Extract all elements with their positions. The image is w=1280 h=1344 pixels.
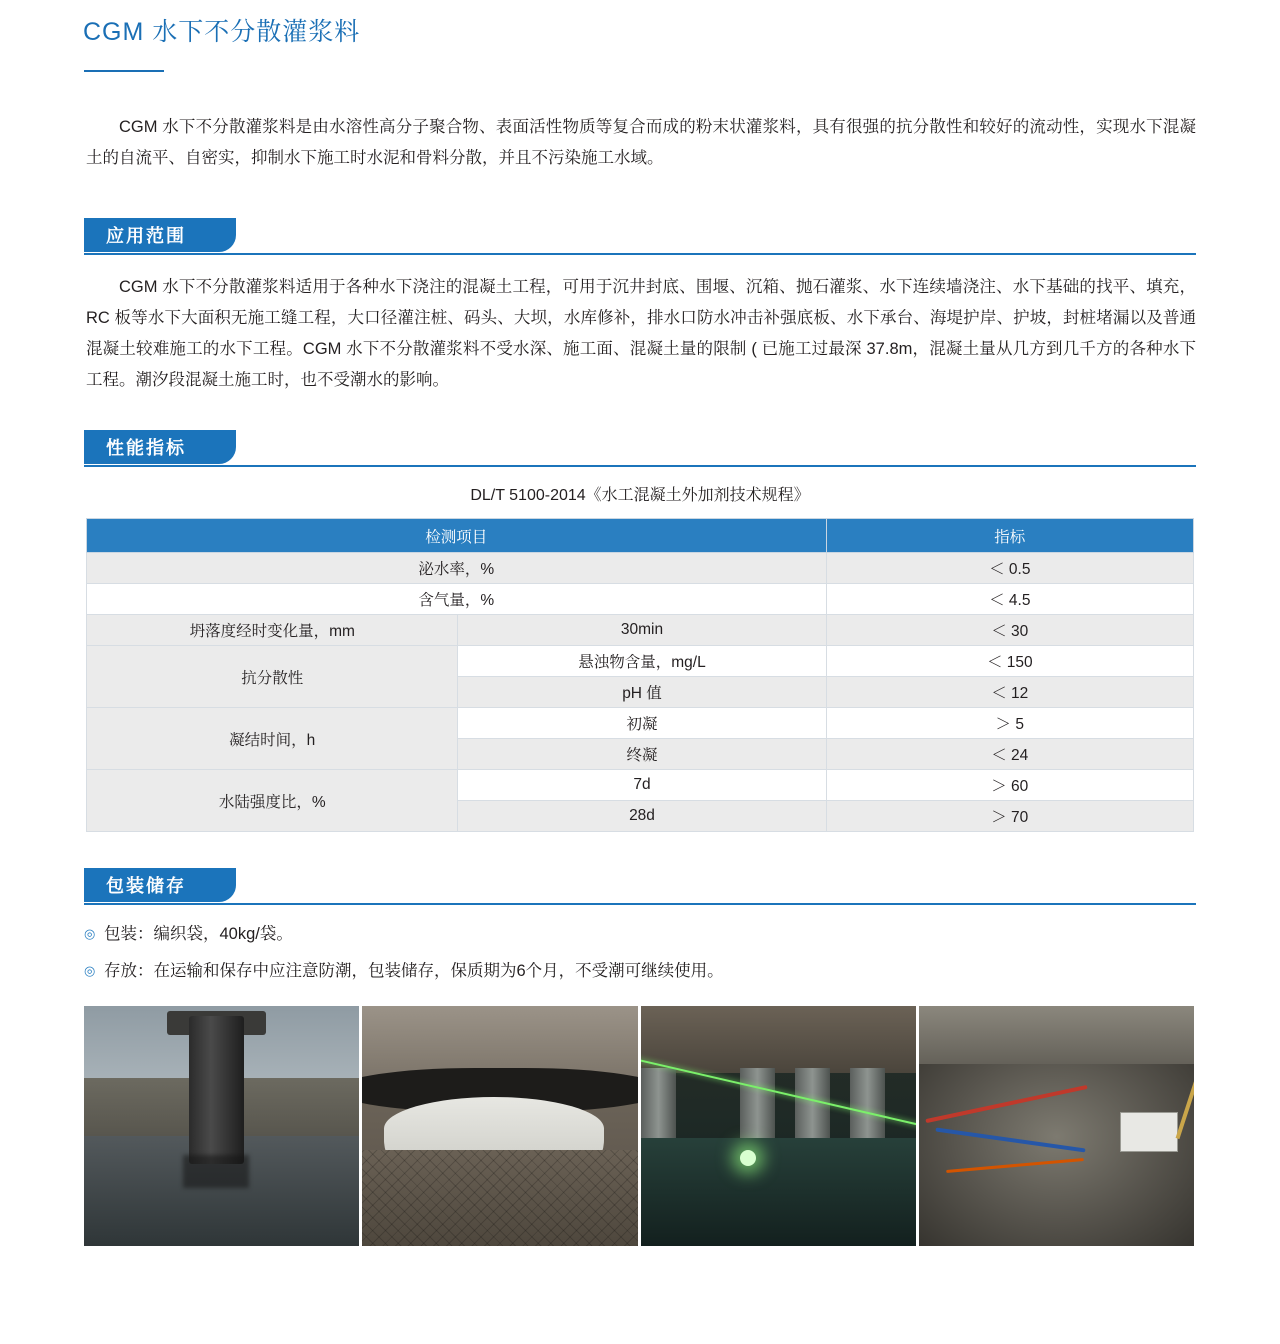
section-header-scope — [84, 218, 1196, 252]
packaging-list — [84, 918, 1194, 992]
photo-pier — [641, 1068, 677, 1140]
section-title-performance: 性能指标 — [84, 430, 236, 464]
cell-value: ＜ 24 — [826, 739, 1193, 770]
photo-equipment-box — [1120, 1112, 1177, 1152]
list-item-text: 包装：编织袋，40kg/袋。 — [104, 925, 293, 943]
cell-value: ＜ 30 — [826, 615, 1193, 646]
table-header-index: 指标 — [826, 519, 1193, 553]
section-rule-packaging — [84, 903, 1196, 905]
photo-upper-structure — [362, 1006, 637, 1078]
table-caption: DL/T 5100-2014《水工混凝土外加剂技术规程》 — [470, 487, 810, 504]
section-rule-performance — [84, 465, 1196, 467]
photo-pier — [850, 1068, 886, 1140]
section-rule-scope — [84, 253, 1196, 255]
photo-water-reflection — [183, 1155, 249, 1189]
cell-value: ＜ 4.5 — [826, 584, 1193, 615]
cell-item: 泌水率，% — [87, 553, 827, 584]
cell-value: ＞ 5 — [826, 708, 1193, 739]
photo-shaft-wall — [919, 1006, 1194, 1068]
scope-paragraph: CGM 水下不分散灌浆料适用于各种水下浇注的混凝土工程，可用于沉井封底、围堰、沉箱、抛石灌浆、水下连续墙浇注、水下基础的找平、填充，RC 板等水下大面积无施工缝工程，大口径灌注桩、码头、大坝，水库修补，排水口防水冲击补强底板、水下承台、海堤护岸、护坡，封桩堵漏以及普通混凝土较难施工的水下工程。CGM 水下不分散灌浆料不受水深、施工面、混凝土量的限制 ( 已施工过最深 37.8m，混凝土量从几方到几千方的各种水下工程。潮汐段混凝土施工时，也不受潮水的影响。 — [86, 278, 1196, 389]
photo-mesh-ground — [362, 1150, 637, 1246]
photo-light-glow — [740, 1150, 756, 1166]
cell-value: ＞ 60 — [826, 770, 1193, 801]
table-row — [87, 615, 1194, 646]
section-header-performance — [84, 430, 1196, 464]
list-item — [84, 918, 1194, 950]
cell-value: ＜ 150 — [826, 646, 1193, 677]
cell-sub: pH 值 — [458, 677, 826, 708]
table-row — [87, 770, 1194, 801]
cell-item: 抗分散性 — [87, 646, 458, 708]
photo-pier — [795, 1068, 831, 1140]
title-underline-rule — [84, 70, 164, 72]
table-header-item: 检测项目 — [87, 519, 827, 553]
cell-value: ＜ 12 — [826, 677, 1193, 708]
cell-item: 水陆强度比，% — [87, 770, 458, 832]
photo-bridge-deck — [641, 1006, 916, 1073]
cell-item: 坍落度经时变化量，mm — [87, 615, 458, 646]
bullet-icon: ◎ — [84, 926, 96, 941]
cell-sub: 初凝 — [458, 708, 826, 739]
cell-value: ＞ 70 — [826, 801, 1193, 832]
photo-pier — [740, 1068, 776, 1140]
photo-shaft-bottom — [919, 1006, 1194, 1246]
photo-pier-column — [84, 1006, 359, 1246]
table-row — [87, 646, 1194, 677]
intro-paragraph: CGM 水下不分散灌浆料是由水溶性高分子聚合物、表面活性物质等复合而成的粉末状灌浆料，具有很强的抗分散性和较好的流动性，实现水下混凝土的自流平、自密实，抑制水下施工时水泥和骨料分散，并且不污染施工水域。 — [86, 118, 1196, 167]
section-header-packaging — [84, 868, 1196, 902]
bullet-icon: ◎ — [84, 963, 96, 978]
photo-river-water — [641, 1138, 916, 1246]
cell-sub: 终凝 — [458, 739, 826, 770]
photo-wrapped-pile — [362, 1006, 637, 1246]
table-row — [87, 584, 1194, 615]
list-item-text: 存放：在运输和保存中应注意防潮，包装储存，保质期为6个月，不受潮可继续使用。 — [104, 962, 724, 980]
cell-sub: 30min — [458, 615, 826, 646]
table-row — [87, 553, 1194, 584]
cell-item: 凝结时间，h — [87, 708, 458, 770]
section-title-packaging: 包装储存 — [84, 868, 236, 902]
cell-sub: 7d — [458, 770, 826, 801]
page-title: CGM 水下不分散灌浆料 — [83, 18, 361, 46]
photo-river-piers — [641, 1006, 916, 1246]
cell-sub: 28d — [458, 801, 826, 832]
section-title-scope: 应用范围 — [84, 218, 236, 252]
cell-value: ＜ 0.5 — [826, 553, 1193, 584]
table-header-row — [87, 519, 1194, 553]
photo-strip — [84, 1006, 1194, 1246]
list-item — [84, 955, 1194, 987]
table-row — [87, 708, 1194, 739]
cell-item: 含气量，% — [87, 584, 827, 615]
performance-table — [86, 518, 1194, 832]
photo-pier-shaft — [189, 1016, 244, 1165]
cell-sub: 悬浊物含量，mg/L — [458, 646, 826, 677]
